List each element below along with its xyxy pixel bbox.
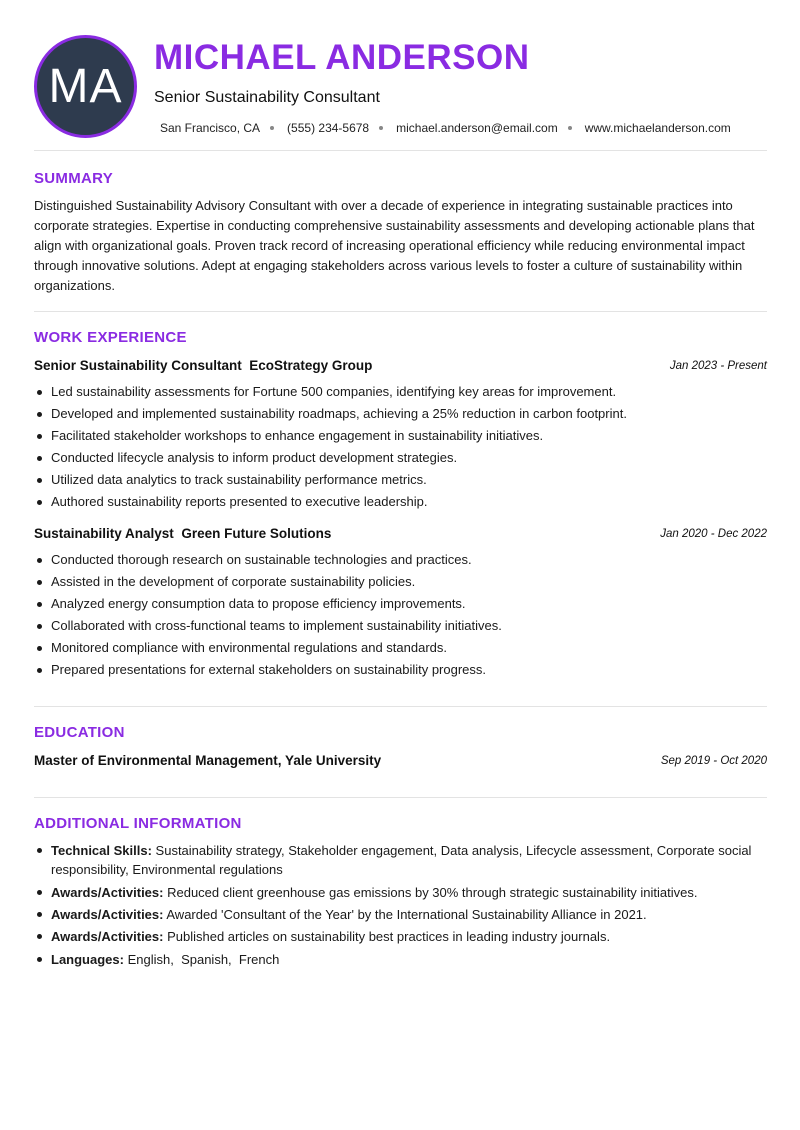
job-header bbox=[34, 358, 767, 376]
list-item bbox=[34, 841, 767, 879]
resume-header bbox=[34, 34, 767, 138]
job-dates: Jan 2023 - Present bbox=[669, 360, 767, 372]
info-label: Languages: bbox=[51, 952, 124, 967]
education-dates: Sep 2019 - Oct 2020 bbox=[660, 755, 767, 767]
job-bullets bbox=[34, 381, 767, 513]
info-label: Awards/Activities: bbox=[51, 907, 164, 922]
divider bbox=[34, 797, 767, 798]
contact-location: San Francisco, CA bbox=[160, 121, 261, 135]
list-item: Assisted in the development of corporate sustainability policies. bbox=[34, 571, 767, 593]
experience-heading: WORK EXPERIENCE bbox=[34, 329, 187, 346]
separator-dot-icon bbox=[568, 126, 572, 130]
job-bullets bbox=[34, 549, 767, 681]
job-dates: Jan 2020 - Dec 2022 bbox=[660, 528, 767, 540]
info-text: Published articles on sustainability best practices in leading industry journals. bbox=[167, 929, 611, 944]
list-item bbox=[34, 950, 767, 969]
contact-line bbox=[160, 121, 731, 135]
info-label: Awards/Activities: bbox=[51, 885, 164, 900]
divider bbox=[34, 150, 767, 151]
job-role: Sustainability Analyst bbox=[34, 526, 174, 541]
contact-website[interactable]: www.michaelanderson.com bbox=[584, 121, 731, 135]
info-text: English, Spanish, French bbox=[127, 952, 280, 967]
avatar-initials: MA bbox=[48, 60, 123, 113]
info-label: Technical Skills: bbox=[51, 843, 152, 858]
candidate-title: Senior Sustainability Consultant bbox=[154, 89, 380, 106]
summary-heading: SUMMARY bbox=[34, 170, 114, 187]
divider bbox=[34, 706, 767, 707]
list-item: Analyzed energy consumption data to propose efficiency improvements. bbox=[34, 593, 767, 615]
job-header bbox=[34, 526, 767, 544]
list-item: Facilitated stakeholder workshops to enhance engagement in sustainability initiatives. bbox=[34, 425, 767, 447]
separator-dot-icon bbox=[379, 126, 383, 130]
list-item: Collaborated with cross-functional teams to implement sustainability initiatives. bbox=[34, 615, 767, 637]
list-item bbox=[34, 927, 767, 946]
contact-phone: (555) 234-5678 bbox=[287, 121, 370, 135]
list-item: Conducted thorough research on sustainable technologies and practices. bbox=[34, 549, 767, 571]
info-label: Awards/Activities: bbox=[51, 929, 164, 944]
list-item bbox=[34, 883, 767, 902]
job-role: Senior Sustainability Consultant bbox=[34, 358, 242, 373]
list-item: Prepared presentations for external stakeholders on sustainability progress. bbox=[34, 659, 767, 681]
avatar bbox=[34, 35, 137, 138]
info-text: Sustainability strategy, Stakeholder engagement, Data analysis, Lifecycle assessment, Corporate social responsibility, Environmental regulations bbox=[51, 843, 752, 877]
divider bbox=[34, 311, 767, 312]
education-entry bbox=[34, 753, 767, 768]
list-item: Authored sustainability reports presented to executive leadership. bbox=[34, 491, 767, 513]
list-item: Monitored compliance with environmental regulations and standards. bbox=[34, 637, 767, 659]
list-item: Developed and implemented sustainability roadmaps, achieving a 25% reduction in carbon footprint. bbox=[34, 403, 767, 425]
info-text: Awarded 'Consultant of the Year' by the International Sustainability Alliance in 2021. bbox=[166, 907, 647, 922]
candidate-name: MICHAEL ANDERSON bbox=[154, 38, 530, 77]
additional-list bbox=[34, 841, 767, 972]
list-item: Utilized data analytics to track sustainability performance metrics. bbox=[34, 469, 767, 491]
job-company: EcoStrategy Group bbox=[249, 358, 373, 373]
additional-heading: ADDITIONAL INFORMATION bbox=[34, 815, 242, 832]
list-item: Conducted lifecycle analysis to inform product development strategies. bbox=[34, 447, 767, 469]
info-text: Reduced client greenhouse gas emissions by 30% through strategic sustainability initiatives. bbox=[167, 885, 698, 900]
contact-email[interactable]: michael.anderson@email.com bbox=[396, 121, 558, 135]
list-item: Led sustainability assessments for Fortune 500 companies, identifying key areas for improvement. bbox=[34, 381, 767, 403]
list-item bbox=[34, 905, 767, 924]
education-heading: EDUCATION bbox=[34, 724, 125, 741]
summary-text: Distinguished Sustainability Advisory Consultant with over a decade of experience in integrating sustainable practices into corporate strategies. Expertise in conducting comprehensive sustainability assessments and developing actionable plans that align with organizational goals. Proven track record of increasing operational efficiency while reducing environmental impact through innovative solutions. Adept at engaging stakeholders across various levels to foster a culture of sustainability within organizations. bbox=[34, 198, 755, 293]
job-company: Green Future Solutions bbox=[181, 526, 332, 541]
education-degree: Master of Environmental Management, Yale University bbox=[34, 753, 382, 768]
separator-dot-icon bbox=[270, 126, 274, 130]
